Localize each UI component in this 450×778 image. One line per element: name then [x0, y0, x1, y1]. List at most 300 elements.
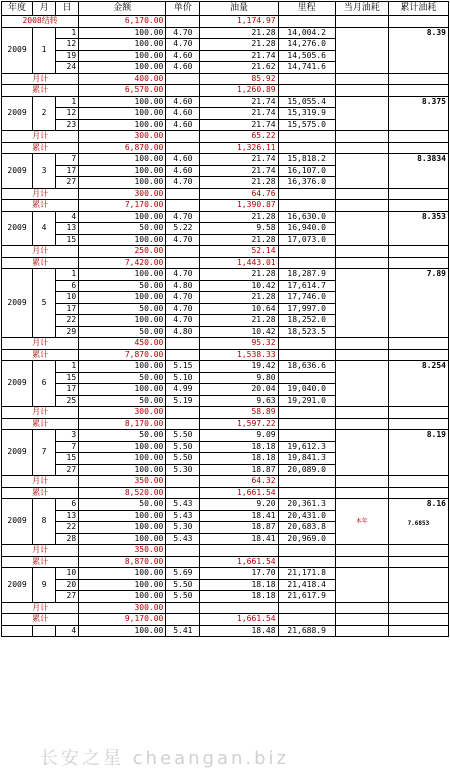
day-cell: 27 [56, 464, 79, 476]
oil-cell: 21.28 [200, 211, 278, 223]
monthly-rate-cell [335, 269, 388, 338]
empty-cell [335, 545, 388, 557]
cumulative-amount: 8,170.00 [79, 418, 166, 430]
oil-cell: 9.20 [200, 499, 278, 511]
cumulative-amount: 7,170.00 [79, 200, 166, 212]
mileage-cell: 16,630.0 [278, 211, 335, 223]
monthly-label: 月计 [2, 246, 79, 258]
price-cell: 4.70 [166, 39, 200, 51]
day-cell: 12 [56, 108, 79, 120]
empty-cell [278, 131, 335, 143]
oil-cell: 18.18 [200, 579, 278, 591]
cumulative-total-row [2, 85, 449, 97]
empty-cell [166, 556, 200, 568]
empty-cell [388, 487, 448, 499]
empty-cell [388, 556, 448, 568]
price-cell: 4.60 [166, 50, 200, 62]
fuel-log-table [1, 1, 449, 637]
monthly-label: 月计 [2, 131, 79, 143]
day-cell: 17 [56, 165, 79, 177]
cumulative-oil: 1,443.01 [200, 257, 278, 269]
carry-over-oil: 1,174.97 [200, 16, 278, 28]
day-cell: 4 [56, 625, 79, 637]
empty-cell [166, 476, 200, 488]
empty-cell [166, 349, 200, 361]
year-cell: 2009 [2, 361, 33, 407]
day-cell: 10 [56, 292, 79, 304]
cumulative-label: 累计 [2, 349, 79, 361]
empty-cell [388, 476, 448, 488]
year-cell: 2009 [2, 154, 33, 189]
monthly-total-row [2, 338, 449, 350]
empty-cell [166, 487, 200, 499]
cumulative-oil: 1,597.22 [200, 418, 278, 430]
amount-cell: 100.00 [79, 27, 166, 39]
cumulative-oil: 1,326.11 [200, 142, 278, 154]
day-cell: 19 [56, 50, 79, 62]
monthly-total-row [2, 407, 449, 419]
monthly-total-row [2, 246, 449, 258]
monthly-oil [200, 545, 278, 557]
oil-cell: 17.70 [200, 568, 278, 580]
cumulative-rate-cell [388, 211, 448, 246]
empty-cell [388, 257, 448, 269]
oil-cell: 10.42 [200, 326, 278, 338]
oil-cell: 18.18 [200, 591, 278, 603]
price-cell: 5.10 [166, 372, 200, 384]
amount-cell: 100.00 [79, 361, 166, 373]
monthly-total-row [2, 602, 449, 614]
cumulative-total-row [2, 556, 449, 568]
empty-cell [166, 257, 200, 269]
header-amount: 金额 [79, 2, 166, 16]
header-cumulative-rate: 累计油耗 [388, 2, 448, 16]
month-cell [33, 625, 56, 637]
amount-cell: 100.00 [79, 50, 166, 62]
year-cell [2, 625, 33, 637]
day-cell: 3 [56, 430, 79, 442]
empty-cell [278, 556, 335, 568]
day-cell: 6 [56, 499, 79, 511]
price-cell: 4.70 [166, 27, 200, 39]
amount-cell: 100.00 [79, 464, 166, 476]
empty-cell [166, 200, 200, 212]
table-row [2, 269, 449, 281]
amount-cell: 100.00 [79, 510, 166, 522]
year-cell: 2009 [2, 499, 33, 545]
monthly-rate-cell [335, 499, 388, 545]
cumulative-amount: 8,870.00 [79, 556, 166, 568]
mileage-cell: 18,287.9 [278, 269, 335, 281]
amount-cell: 100.00 [79, 579, 166, 591]
mileage-cell [278, 372, 335, 384]
cumulative-amount: 8,520.00 [79, 487, 166, 499]
amount-cell: 50.00 [79, 223, 166, 235]
amount-cell: 100.00 [79, 211, 166, 223]
empty-cell [335, 200, 388, 212]
empty-cell [335, 85, 388, 97]
year-note-label: 本年 [355, 517, 368, 525]
oil-cell: 21.74 [200, 165, 278, 177]
mileage-cell: 19,040.0 [278, 384, 335, 396]
amount-cell: 100.00 [79, 522, 166, 534]
cumulative-label: 累计 [2, 418, 79, 430]
oil-cell: 18.87 [200, 522, 278, 534]
oil-cell: 21.28 [200, 27, 278, 39]
header-mileage: 里程 [278, 2, 335, 16]
cumulative-rate-cell [388, 625, 448, 637]
mileage-cell: 16,107.0 [278, 165, 335, 177]
table-row [2, 430, 449, 442]
price-cell: 4.80 [166, 326, 200, 338]
monthly-oil: 65.22 [200, 131, 278, 143]
month-cell: 9 [33, 568, 56, 603]
day-cell: 20 [56, 579, 79, 591]
empty-cell [388, 407, 448, 419]
month-cell: 5 [33, 269, 56, 338]
empty-cell [278, 73, 335, 85]
empty-cell [388, 614, 448, 626]
cumulative-amount: 7,420.00 [79, 257, 166, 269]
price-cell: 5.41 [166, 625, 200, 637]
oil-cell: 21.28 [200, 292, 278, 304]
carry-over-row [2, 16, 449, 28]
price-cell: 4.60 [166, 108, 200, 120]
monthly-label: 月计 [2, 73, 79, 85]
oil-cell: 21.28 [200, 234, 278, 246]
monthly-oil: 85.92 [200, 73, 278, 85]
monthly-rate-cell [335, 430, 388, 476]
mileage-cell: 18,252.0 [278, 315, 335, 327]
monthly-rate-cell [335, 154, 388, 189]
year-cell: 2009 [2, 269, 33, 338]
monthly-rate-cell [335, 96, 388, 131]
empty-cell [166, 545, 200, 557]
mileage-cell: 21,617.9 [278, 591, 335, 603]
empty-cell [388, 349, 448, 361]
monthly-oil: 64.32 [200, 476, 278, 488]
empty-cell [278, 142, 335, 154]
mileage-cell: 18,523.5 [278, 326, 335, 338]
price-cell: 4.60 [166, 165, 200, 177]
cumulative-rate-cell [388, 568, 448, 603]
price-cell: 4.80 [166, 280, 200, 292]
price-cell: 4.99 [166, 384, 200, 396]
empty-cell [335, 556, 388, 568]
empty-cell [335, 188, 388, 200]
day-cell: 17 [56, 384, 79, 396]
mileage-cell: 15,055.4 [278, 96, 335, 108]
monthly-rate-cell [335, 361, 388, 407]
table-row [2, 154, 449, 166]
carry-over-label: 2008结转 [2, 16, 79, 28]
cumulative-rate-value: 8.16 [426, 499, 446, 508]
day-cell: 22 [56, 315, 79, 327]
empty-cell [166, 73, 200, 85]
day-cell: 15 [56, 372, 79, 384]
empty-cell [335, 602, 388, 614]
monthly-rate-cell [335, 27, 388, 73]
mileage-cell: 15,575.0 [278, 119, 335, 131]
mileage-cell: 16,376.0 [278, 177, 335, 189]
cumulative-total-row [2, 142, 449, 154]
amount-cell: 50.00 [79, 303, 166, 315]
cumulative-total-row [2, 349, 449, 361]
table-row [2, 499, 449, 511]
monthly-amount: 350.00 [79, 476, 166, 488]
monthly-rate-cell [335, 625, 388, 637]
amount-cell: 50.00 [79, 499, 166, 511]
cumulative-label: 累计 [2, 614, 79, 626]
month-cell: 7 [33, 430, 56, 476]
cumulative-rate-cell [388, 361, 448, 407]
table-row [2, 211, 449, 223]
mileage-cell: 20,431.0 [278, 510, 335, 522]
header-year: 年度 [2, 2, 33, 16]
monthly-total-row [2, 131, 449, 143]
day-cell: 24 [56, 62, 79, 74]
day-cell: 25 [56, 395, 79, 407]
amount-cell: 50.00 [79, 395, 166, 407]
cumulative-rate-cell [388, 269, 448, 338]
monthly-oil: 64.76 [200, 188, 278, 200]
cumulative-label: 累计 [2, 487, 79, 499]
empty-cell [278, 246, 335, 258]
oil-cell: 18.48 [200, 625, 278, 637]
day-cell: 28 [56, 533, 79, 545]
year-cell: 2009 [2, 430, 33, 476]
table-row [2, 96, 449, 108]
empty-cell [278, 257, 335, 269]
oil-cell: 18.18 [200, 441, 278, 453]
month-cell: 1 [33, 27, 56, 73]
monthly-total-row [2, 73, 449, 85]
price-cell: 5.22 [166, 223, 200, 235]
year-cell: 2009 [2, 96, 33, 131]
month-cell: 3 [33, 154, 56, 189]
oil-cell: 10.42 [200, 280, 278, 292]
oil-cell: 21.74 [200, 119, 278, 131]
header-row [2, 2, 449, 16]
monthly-total-row [2, 188, 449, 200]
cumulative-oil: 1,390.87 [200, 200, 278, 212]
monthly-rate-cell [335, 568, 388, 603]
table-row [2, 568, 449, 580]
price-cell: 5.30 [166, 522, 200, 534]
amount-cell: 50.00 [79, 372, 166, 384]
price-cell: 5.50 [166, 430, 200, 442]
mileage-cell: 14,741.6 [278, 62, 335, 74]
cumulative-label: 累计 [2, 142, 79, 154]
cumulative-rate-cell [388, 430, 448, 476]
oil-cell: 21.28 [200, 177, 278, 189]
monthly-label: 月计 [2, 338, 79, 350]
price-cell: 5.50 [166, 453, 200, 465]
day-cell: 13 [56, 223, 79, 235]
price-cell: 4.70 [166, 315, 200, 327]
oil-cell: 21.28 [200, 269, 278, 281]
empty-cell [166, 188, 200, 200]
mileage-cell: 21,171.8 [278, 568, 335, 580]
header-month: 月 [33, 2, 56, 16]
price-cell: 5.43 [166, 499, 200, 511]
monthly-rate-cell [335, 211, 388, 246]
mileage-cell: 20,089.0 [278, 464, 335, 476]
oil-cell: 9.80 [200, 372, 278, 384]
monthly-label: 月计 [2, 188, 79, 200]
mileage-cell: 17,614.7 [278, 280, 335, 292]
header-price: 单价 [166, 2, 200, 16]
mileage-cell: 16,940.0 [278, 223, 335, 235]
cumulative-amount: 6,870.00 [79, 142, 166, 154]
oil-cell: 10.64 [200, 303, 278, 315]
oil-cell: 21.28 [200, 39, 278, 51]
oil-cell: 18.87 [200, 464, 278, 476]
empty-cell [335, 476, 388, 488]
month-cell: 8 [33, 499, 56, 545]
empty-cell [278, 188, 335, 200]
mileage-cell: 20,683.8 [278, 522, 335, 534]
monthly-amount: 450.00 [79, 338, 166, 350]
amount-cell: 100.00 [79, 315, 166, 327]
amount-cell: 100.00 [79, 108, 166, 120]
empty-cell [278, 614, 335, 626]
price-cell: 5.69 [166, 568, 200, 580]
cumulative-label: 累计 [2, 85, 79, 97]
price-cell: 4.60 [166, 154, 200, 166]
empty-cell [388, 418, 448, 430]
price-cell: 4.70 [166, 211, 200, 223]
empty-cell [278, 200, 335, 212]
amount-cell: 100.00 [79, 39, 166, 51]
day-cell: 17 [56, 303, 79, 315]
empty-cell [335, 487, 388, 499]
amount-cell: 100.00 [79, 62, 166, 74]
day-cell: 29 [56, 326, 79, 338]
mileage-cell: 20,361.3 [278, 499, 335, 511]
cumulative-rate-value: 8.39 [426, 27, 446, 37]
oil-cell: 9.63 [200, 395, 278, 407]
monthly-amount: 250.00 [79, 246, 166, 258]
oil-cell: 20.04 [200, 384, 278, 396]
empty-cell [388, 131, 448, 143]
cumulative-rate-value: 8.3834 [417, 154, 446, 163]
cumulative-label: 累计 [2, 556, 79, 568]
day-cell: 10 [56, 568, 79, 580]
price-cell: 5.50 [166, 591, 200, 603]
empty-cell [166, 85, 200, 97]
cumulative-total-row [2, 418, 449, 430]
mileage-cell: 21,418.4 [278, 579, 335, 591]
empty-cell [166, 338, 200, 350]
empty-cell [388, 188, 448, 200]
cumulative-label: 累计 [2, 257, 79, 269]
day-cell: 6 [56, 280, 79, 292]
empty-cell [278, 602, 335, 614]
price-cell: 4.70 [166, 234, 200, 246]
mileage-cell: 17,997.0 [278, 303, 335, 315]
price-cell: 4.60 [166, 119, 200, 131]
monthly-oil: 95.32 [200, 338, 278, 350]
mileage-cell: 17,746.0 [278, 292, 335, 304]
day-cell: 15 [56, 453, 79, 465]
cumulative-total-row [2, 487, 449, 499]
mileage-cell: 19,291.0 [278, 395, 335, 407]
year-cell: 2009 [2, 27, 33, 73]
price-cell: 4.70 [166, 269, 200, 281]
cumulative-rate-cell [388, 96, 448, 131]
year-cell: 2009 [2, 568, 33, 603]
day-cell: 27 [56, 177, 79, 189]
oil-cell: 21.74 [200, 50, 278, 62]
day-cell: 1 [56, 27, 79, 39]
cumulative-amount: 6,570.00 [79, 85, 166, 97]
amount-cell: 50.00 [79, 430, 166, 442]
oil-cell: 9.09 [200, 430, 278, 442]
oil-cell: 19.42 [200, 361, 278, 373]
day-cell: 12 [56, 39, 79, 51]
empty-cell [278, 487, 335, 499]
amount-cell: 100.00 [79, 165, 166, 177]
oil-cell: 18.41 [200, 510, 278, 522]
amount-cell: 100.00 [79, 177, 166, 189]
monthly-amount: 300.00 [79, 602, 166, 614]
cumulative-total-row [2, 257, 449, 269]
empty-cell [278, 338, 335, 350]
price-cell: 4.70 [166, 303, 200, 315]
cumulative-rate-value: 8.353 [421, 211, 446, 221]
monthly-amount: 300.00 [79, 188, 166, 200]
oil-cell: 21.28 [200, 315, 278, 327]
mileage-cell: 19,612.3 [278, 441, 335, 453]
monthly-oil: 58.89 [200, 407, 278, 419]
empty-cell [335, 257, 388, 269]
empty-cell [278, 407, 335, 419]
mileage-cell: 20,969.0 [278, 533, 335, 545]
cumulative-oil: 1,661.54 [200, 556, 278, 568]
empty-cell [166, 418, 200, 430]
mileage-cell: 14,004.2 [278, 27, 335, 39]
price-cell: 5.50 [166, 441, 200, 453]
year-rate-value: 7.6853 [407, 519, 430, 527]
monthly-amount: 300.00 [79, 131, 166, 143]
oil-cell: 21.62 [200, 62, 278, 74]
price-cell: 5.43 [166, 533, 200, 545]
month-cell: 4 [33, 211, 56, 246]
cumulative-amount: 7,870.00 [79, 349, 166, 361]
day-cell: 7 [56, 441, 79, 453]
monthly-amount: 300.00 [79, 407, 166, 419]
price-cell: 4.60 [166, 96, 200, 108]
empty-cell [335, 131, 388, 143]
cumulative-rate-cell [388, 499, 448, 545]
year-cell: 2009 [2, 211, 33, 246]
cumulative-oil: 1,538.33 [200, 349, 278, 361]
cumulative-rate-value: 8.254 [421, 361, 446, 370]
oil-cell: 21.74 [200, 96, 278, 108]
empty-cell [166, 131, 200, 143]
table-row [2, 27, 449, 39]
empty-cell [278, 545, 335, 557]
cumulative-oil: 1,661.54 [200, 614, 278, 626]
day-cell: 1 [56, 96, 79, 108]
empty-cell [388, 602, 448, 614]
amount-cell: 100.00 [79, 453, 166, 465]
empty-cell [335, 73, 388, 85]
cumulative-rate-value: 8.19 [426, 430, 446, 439]
mileage-cell: 14,276.0 [278, 39, 335, 51]
empty-cell [388, 545, 448, 557]
